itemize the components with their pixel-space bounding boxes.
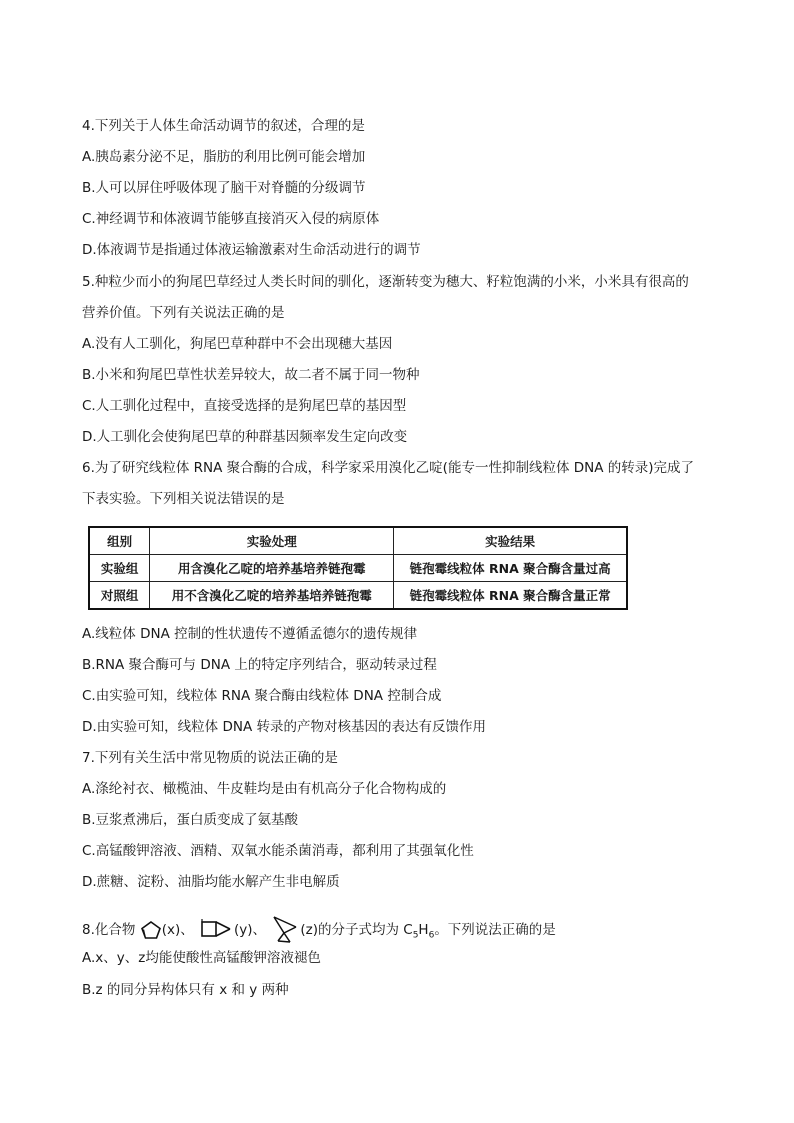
table-row xyxy=(89,555,627,582)
pentagon-structure-icon xyxy=(140,920,162,940)
table-cell: 链孢霉线粒体 RNA 聚合酶含量正常 xyxy=(394,582,627,610)
q6-option-d: D.由实验可知，线粒体 DNA 转录的产物对核基因的表达有反馈作用 xyxy=(82,719,486,735)
q5-option-b: B.小米和狗尾巴草性状差异较大，故二者不属于同一物种 xyxy=(82,367,420,383)
q8-option-a: A.x、y、z均能使酸性高锰酸钾溶液褪色 xyxy=(82,950,321,966)
table-header-cell: 实验处理 xyxy=(150,527,394,555)
q8-label-z: (z)的分子式均为 C xyxy=(300,922,413,938)
q5-stem-line1: 5.种粒少而小的狗尾巴草经过人类长时间的驯化，逐渐转变为穗大、籽粒饱满的小米，小米具有很高的 xyxy=(82,274,689,290)
q4-option-d: D.体液调节是指通过体液运输激素对生命活动进行的调节 xyxy=(82,242,421,258)
q7-option-d: D.蔗糖、淀粉、油脂均能水解产生非电解质 xyxy=(82,874,340,890)
q5-option-d: D.人工驯化会使狗尾巴草的种群基因频率发生定向改变 xyxy=(82,429,408,445)
q5-stem-line2: 营养价值。下列有关说法正确的是 xyxy=(82,305,285,321)
q6-stem-line2: 下表实验。下列相关说法错误的是 xyxy=(82,491,285,507)
q4-option-c: C.神经调节和体液调节能够直接消灭入侵的病原体 xyxy=(82,211,380,227)
q8-stem-suffix: 。下列说法正确的是 xyxy=(434,922,556,938)
q5-option-c: C.人工驯化过程中，直接受选择的是狗尾巴草的基因型 xyxy=(82,398,407,414)
q8-label-x: (x)、 xyxy=(161,922,194,938)
q4-stem: 4.下列关于人体生命活动调节的叙述，合理的是 xyxy=(82,118,365,134)
table-cell: 用不含溴化乙啶的培养基培养链孢霉 xyxy=(150,582,394,610)
q8-h: H xyxy=(418,922,429,938)
table-cell: 用含溴化乙啶的培养基培养链孢霉 xyxy=(150,555,394,582)
q7-stem: 7.下列有关生活中常见物质的说法正确的是 xyxy=(82,750,338,766)
table-header-cell: 组别 xyxy=(89,527,150,555)
q8-sub6: 6 xyxy=(428,930,435,941)
table-cell: 对照组 xyxy=(89,582,150,610)
q6-stem-line1: 6.为了研究线粒体 RNA 聚合酶的合成，科学家采用溴化乙啶(能专一性抑制线粒体 DNA 的转录)完成了 xyxy=(82,460,695,476)
experiment-table xyxy=(88,526,628,610)
q7-option-a: A.涤纶衬衣、橄榄油、牛皮鞋均是由有机高分子化合物构成的 xyxy=(82,781,447,797)
q6-option-c: C.由实验可知，线粒体 RNA 聚合酶由线粒体 DNA 控制合成 xyxy=(82,688,442,704)
q7-option-c: C.高锰酸钾溶液、酒精、双氧水能杀菌消毒，都利用了其强氧化性 xyxy=(82,843,474,859)
q5-option-a: A.没有人工驯化，狗尾巴草种群中不会出现穗大基因 xyxy=(82,336,393,352)
table-header-row xyxy=(89,527,627,555)
q7-option-b: B.豆浆煮沸后，蛋白质变成了氨基酸 xyxy=(82,812,299,828)
q8-stem xyxy=(82,915,556,946)
q8-sub5: 5 xyxy=(412,930,419,941)
q8-option-b: B.z 的同分异构体只有 x 和 y 两种 xyxy=(82,982,289,998)
spiro-structure-icon xyxy=(270,915,300,945)
q4-option-b: B.人可以屏住呼吸体现了脑干对脊髓的分级调节 xyxy=(82,180,366,196)
square-methylene-structure-icon xyxy=(198,919,234,941)
q4-option-a: A.胰岛素分泌不足，脂肪的利用比例可能会增加 xyxy=(82,149,366,165)
table-cell: 实验组 xyxy=(89,555,150,582)
q8-stem-prefix: 8.化合物 xyxy=(82,922,136,938)
q8-label-y: (y)、 xyxy=(234,922,267,938)
table-cell: 链孢霉线粒体 RNA 聚合酶含量过高 xyxy=(394,555,627,582)
q6-option-b: B.RNA 聚合酶可与 DNA 上的特定序列结合，驱动转录过程 xyxy=(82,657,437,673)
q6-option-a: A.线粒体 DNA 控制的性状遗传不遵循孟德尔的遗传规律 xyxy=(82,626,418,642)
table-row xyxy=(89,582,627,610)
table-header-cell: 实验结果 xyxy=(394,527,627,555)
